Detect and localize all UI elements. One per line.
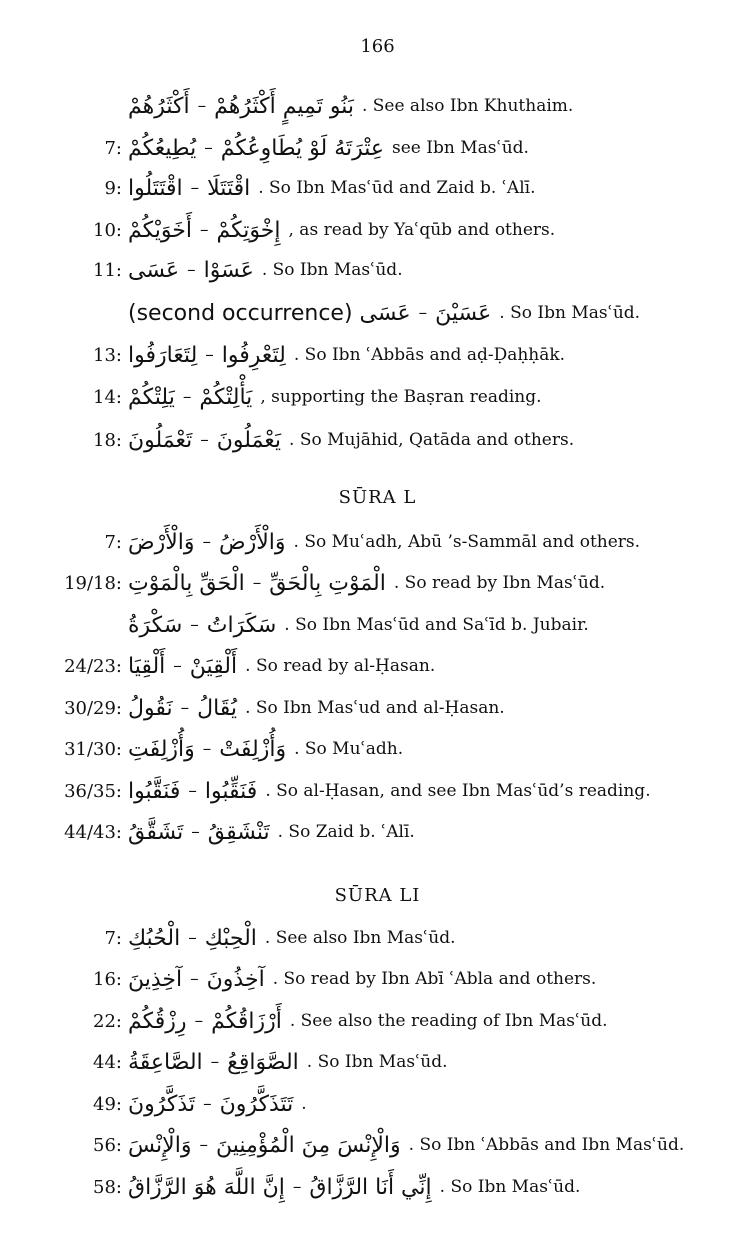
- variant-arabic: لِتَعَارَفُوا: [128, 342, 198, 368]
- dash: –: [194, 1011, 204, 1031]
- entry: [0, 250, 740, 290]
- dash: –: [200, 220, 209, 240]
- variant-arabic: تَعْمَلُونَ: [128, 427, 193, 453]
- note: . So Ibn Masʿūd and Zaid b. ʿAlī.: [258, 178, 536, 198]
- verse-number: 7:: [104, 927, 122, 949]
- variant-arabic: فَنَقَّبُوا: [128, 778, 181, 804]
- entry: [0, 1125, 740, 1165]
- entry: [0, 128, 740, 168]
- entry: [0, 563, 740, 603]
- note: . So Muʿadh.: [294, 739, 404, 759]
- variant-arabic: أَكْثَرُهُمْ: [128, 93, 190, 119]
- dash: –: [199, 1135, 208, 1155]
- verse-number: 7:: [104, 137, 122, 159]
- reading-arabic: عَسَوْا: [203, 257, 254, 283]
- entry: [0, 688, 740, 728]
- note: . So Ibn Masʿud and al-Ḥasan.: [245, 698, 505, 718]
- verse-number: 49:: [93, 1093, 122, 1115]
- entry: [0, 959, 740, 999]
- entry: [0, 812, 740, 852]
- section-title-sura-li: SŪRA LI: [334, 885, 421, 906]
- verse-number: 11:: [93, 259, 122, 281]
- verse-number: 56:: [93, 1134, 122, 1156]
- entry: [0, 168, 740, 208]
- variant-arabic: عَسَى (second occurrence): [128, 300, 411, 326]
- verse-number: 44:: [93, 1051, 122, 1073]
- reading-arabic: يَعْمَلُونَ: [216, 427, 282, 453]
- entry: [0, 771, 740, 811]
- dash: –: [188, 928, 197, 948]
- verse-number: 44/43:: [64, 821, 122, 843]
- variant-arabic: يُطِيعُكُمْ: [128, 135, 197, 161]
- reading-arabic: وَالْإِنْسَ مِنَ الْمُؤْمِنِينَ: [215, 1132, 401, 1158]
- variant-arabic: سَكْرَةُ: [128, 612, 183, 638]
- reading-arabic: وَالْأَرْضُ: [219, 529, 286, 555]
- dash: –: [418, 303, 428, 323]
- entry: [0, 420, 740, 460]
- reading-arabic: اقْتَتَلَا: [207, 175, 251, 201]
- verse-number: 24/23:: [64, 655, 122, 677]
- dash: –: [188, 781, 197, 801]
- entry: [0, 335, 740, 375]
- dash: –: [204, 138, 213, 158]
- entry: [0, 1001, 740, 1041]
- verse-number: 7:: [104, 531, 122, 553]
- note: see Ibn Masʿūd.: [392, 138, 529, 158]
- reading-arabic: بَنُو تَمِيمٍ أَكْثَرُهُمْ: [214, 93, 354, 119]
- dash: –: [191, 822, 200, 842]
- reading-arabic: يُقَالُ: [197, 695, 238, 721]
- entry: [0, 729, 740, 769]
- dash: –: [202, 532, 212, 552]
- verse-number: 18:: [93, 429, 122, 451]
- reading-arabic: وَأُزْلِفَتْ: [219, 736, 287, 762]
- verse-number: 16:: [93, 968, 122, 990]
- reading-arabic: أَرْزَاقُكُمْ: [211, 1008, 282, 1034]
- note: , as read by Yaʿqūb and others.: [288, 220, 556, 240]
- reading-arabic: لِتَعْرِفُوا: [221, 342, 286, 368]
- note: . So al-Ḥasan, and see Ibn Masʿūd’s reading.: [265, 781, 651, 801]
- variant-arabic: اقْتَتَلُوا: [128, 175, 183, 201]
- variant-arabic: تَذَكَّرُونَ: [128, 1091, 196, 1117]
- entry: [0, 522, 740, 562]
- dash: –: [252, 573, 262, 593]
- note: . So Ibn Masʿūd.: [306, 1052, 448, 1072]
- note: . So read by Ibn Masʿūd.: [393, 573, 606, 593]
- variant-arabic: وَأُزْلِفَتِ: [128, 736, 195, 762]
- verse-number: 22:: [93, 1010, 122, 1032]
- reading-arabic: يَأْلِتْكُمْ: [199, 384, 253, 410]
- entry: [0, 646, 740, 686]
- reading-arabic: إِخْوَتِكُمْ: [216, 217, 281, 243]
- dash: –: [292, 1177, 302, 1197]
- verse-number: 19/18:: [64, 572, 122, 594]
- dash: –: [202, 739, 212, 759]
- reading-arabic: أَلْقِيَنْ: [189, 653, 238, 679]
- note: . So Zaid b. ʿAlī.: [277, 822, 415, 842]
- section-title-sura-l: SŪRA L: [338, 487, 417, 508]
- reading-arabic: آخِذُونَ: [206, 966, 265, 992]
- note: . So read by Ibn Abī ʿAbla and others.: [272, 969, 597, 989]
- note: .: [301, 1094, 307, 1114]
- dash: –: [210, 1052, 220, 1072]
- variant-arabic: نَقُولُ: [128, 695, 173, 721]
- entry: [0, 605, 740, 645]
- entry: [0, 86, 740, 126]
- dash: –: [203, 1094, 212, 1114]
- variant-arabic: آخِذِينَ: [128, 966, 183, 992]
- verse-number: 58:: [93, 1176, 122, 1198]
- entry: [0, 1042, 740, 1082]
- verse-number: 10:: [93, 219, 122, 241]
- variant-arabic: الصَّاعِقَةُ: [128, 1049, 203, 1075]
- variant-arabic: تَشَقَّقُ: [128, 819, 184, 845]
- reading-arabic: الْحِبْكِ: [204, 925, 257, 951]
- variant-arabic: وَالْإِنْسَ: [128, 1132, 192, 1158]
- note: . So Ibn Masʿūd.: [439, 1177, 581, 1197]
- verse-number: 13:: [93, 344, 122, 366]
- dash: –: [180, 698, 190, 718]
- note: . So Ibn Masʿūd.: [261, 260, 403, 280]
- dash: –: [205, 345, 214, 365]
- dash: –: [173, 656, 182, 676]
- verse-number: 30/29:: [64, 697, 122, 719]
- page-number: 166: [360, 36, 395, 57]
- note: . See also the reading of Ibn Masʿūd.: [289, 1011, 608, 1031]
- dash: –: [190, 178, 200, 198]
- note: . So Muʿadh, Abū ’s-Sammāl and others.: [293, 532, 641, 552]
- entry: [0, 1084, 740, 1124]
- reading-arabic: عِتْرَتَهُ لَوْ يُطَاوِعُكُمْ: [220, 135, 385, 161]
- variant-arabic: الْحَقِّ بِالْمَوْتِ: [128, 570, 245, 596]
- variant-arabic: أَلْقِيَا: [128, 653, 166, 679]
- verse-number: 14:: [93, 386, 122, 408]
- verse-number: 31/30:: [64, 738, 122, 760]
- entry: [0, 918, 740, 958]
- reading-arabic: تَنْشَقِقُ: [207, 819, 270, 845]
- note: . So Ibn Masʿūd and Saʿīd b. Jubair.: [284, 615, 589, 635]
- variant-arabic: رِزْقُكُمْ: [128, 1008, 187, 1034]
- dash: –: [187, 260, 196, 280]
- entry: [0, 293, 740, 333]
- note: . See also Ibn Masʿūd.: [264, 928, 456, 948]
- note: , supporting the Baṣran reading.: [260, 387, 542, 407]
- entry: [0, 1167, 740, 1207]
- dash: –: [190, 615, 199, 635]
- dash: –: [182, 387, 192, 407]
- reading-arabic: عَسَيْنَ: [435, 300, 492, 326]
- note: . So Ibn Masʿūd.: [499, 303, 641, 323]
- variant-arabic: يَلِتْكُمْ: [128, 384, 175, 410]
- dash: –: [190, 969, 199, 989]
- variant-arabic: وَالْأَرْضَ: [128, 529, 195, 555]
- reading-arabic: الصَّوَاقِعُ: [227, 1049, 299, 1075]
- note: . So read by al-Ḥasan.: [245, 656, 436, 676]
- verse-number: 36/35:: [64, 780, 122, 802]
- reading-arabic: تَتَذَكَّرُونَ: [219, 1091, 294, 1117]
- reading-arabic: فَنَقِّبُوا: [204, 778, 258, 804]
- variant-arabic: عَسَى: [128, 257, 180, 283]
- variant-arabic: الْحُبُكِ: [128, 925, 181, 951]
- variant-arabic: إِنَّ اللَّهَ هُوَ الرَّزَّاقُ: [128, 1174, 285, 1200]
- verse-number: 9:: [104, 177, 122, 199]
- dash: –: [197, 96, 207, 116]
- reading-arabic: إِنِّي أَنَا الرَّزَّاقُ: [309, 1174, 432, 1200]
- dash: –: [200, 430, 209, 450]
- entry: [0, 210, 740, 250]
- note: . So Ibn ʿAbbās and aḍ-Ḍaḥḥāk.: [293, 345, 566, 365]
- reading-arabic: الْمَوْتِ بِالْحَقِّ: [269, 570, 386, 596]
- reading-arabic: سَكَرَاتُ: [206, 612, 277, 638]
- note: . So Mujāhid, Qatāda and others.: [289, 430, 575, 450]
- entry: [0, 377, 740, 417]
- variant-arabic: أَخَوَيْكُمْ: [128, 217, 192, 243]
- note: . See also Ibn Khuthaim.: [361, 96, 574, 116]
- note: . So Ibn ʿAbbās and Ibn Masʿūd.: [408, 1135, 685, 1155]
